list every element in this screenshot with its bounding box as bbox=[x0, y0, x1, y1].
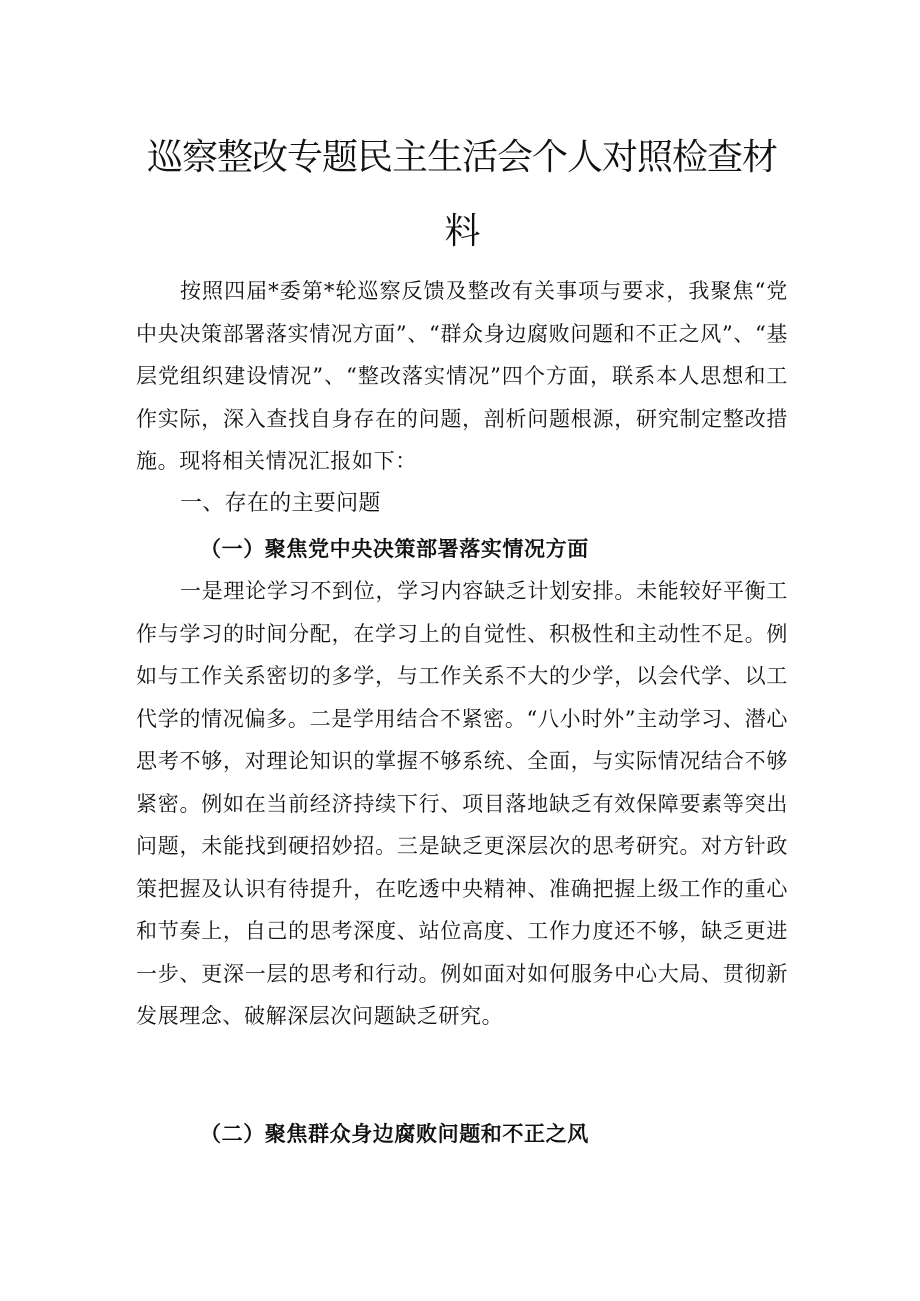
subsection-1-paragraph: 一是理论学习不到位，学习内容缺乏计划安排。未能较好平衡工作与学习的时间分配，在学习上的自觉性、积极性和主动性不足。例如与工作关系密切的多学，与工作关系不大的少学，以会代学、以工代学的情况偏多。二是学用结合不紧密。“八小时外”主动学习、潜心思考不够，对理论知识的掌握不够系统、全面，与实际情况结合不够紧密。例如在当前经济持续下行、项目落地缺乏有效保障要素等突出问题，未能找到硬招妙招。三是缺乏更深层次的思考研究。对方针政策把握及认识有待提升，在吃透中央精神、准确把握上级工作的重心和节奏上，自己的思考深度、站位高度、工作力度还不够，缺乏更进一步、更深一层的思考和行动。例如面对如何服务中心大局、贯彻新发展理念、破解深层次问题缺乏研究。 bbox=[136, 579, 788, 1028]
document-title-line-2: 料 bbox=[444, 211, 480, 252]
subsection-heading-central-decisions: （一）聚焦党中央决策部署落实情况方面 bbox=[200, 536, 589, 561]
section-heading-main-problems: 一、存在的主要问题 bbox=[180, 491, 381, 516]
subsection-heading-corruption: （二）聚焦群众身边腐败问题和不正之风 bbox=[200, 1121, 589, 1146]
intro-paragraph: 按照四届*委第*轮巡察反馈及整改有关事项与要求，我聚焦“党中央决策部署落实情况方面”、“群众身边腐败问题和不正之风”、“基层党组织建设情况”、“整改落实情况”四个方面，联系本人思想和工作实际，深入查找自身存在的问题，剖析问题根源，研究制定整改措施。现将相关情况汇报如下： bbox=[136, 279, 788, 473]
document-title-line-1: 巡察整改专题民主生活会个人对照检查材 bbox=[146, 137, 777, 178]
